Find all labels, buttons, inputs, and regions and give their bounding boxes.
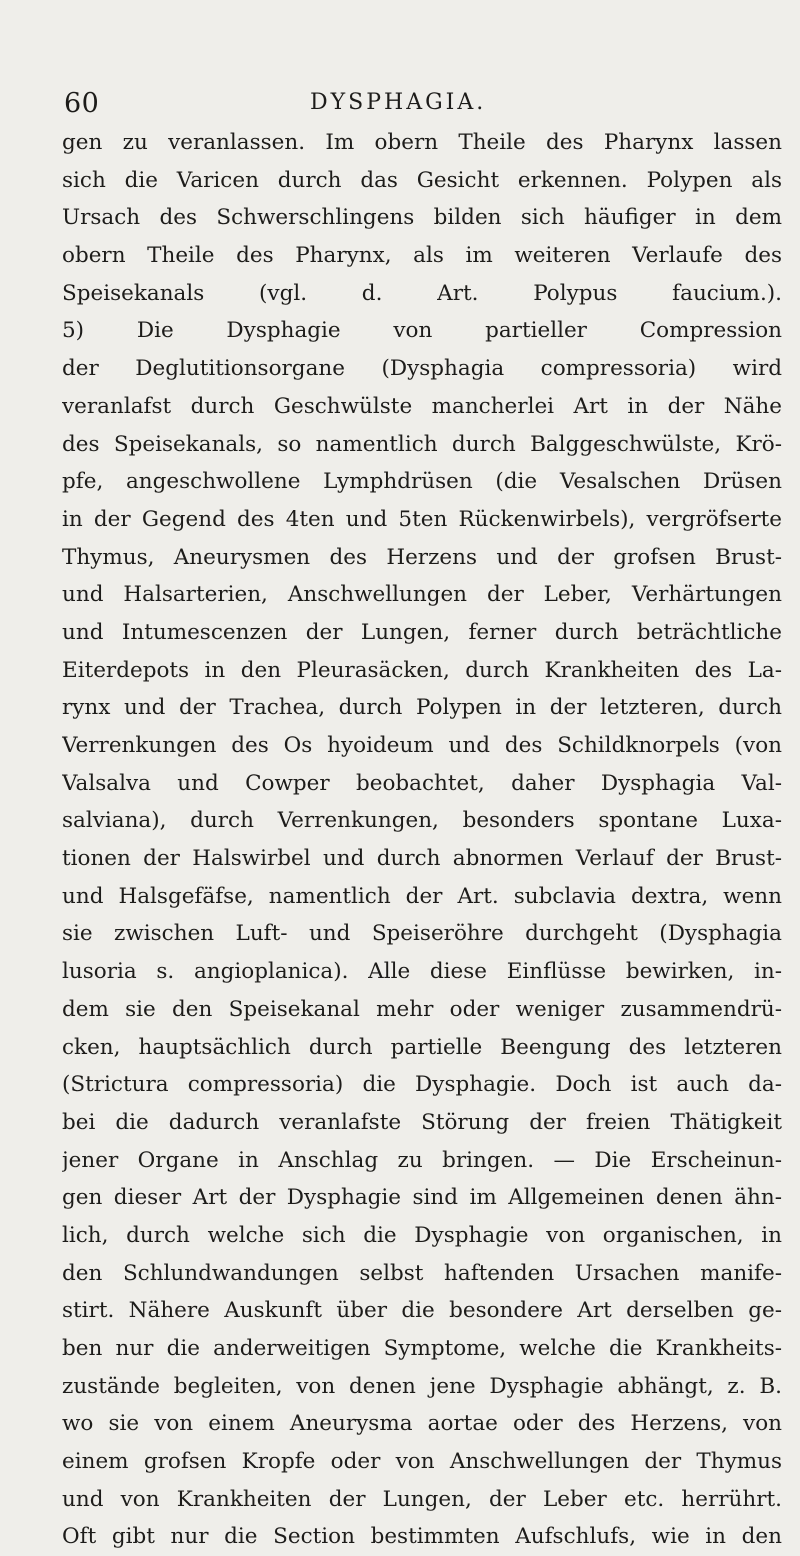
text-line: und Intumescenzen der Lungen, ferner durch beträchtliche [62, 619, 782, 645]
page-number: 60 [64, 88, 100, 119]
text-line: sie zwischen Luft- und Speiseröhre durchgeht (Dysphagia [62, 921, 782, 947]
text-line: gen dieser Art der Dysphagie sind im Allgemeinen denen ähn- [62, 1185, 782, 1211]
body-text [62, 124, 782, 1556]
text-line: des Speisekanals, so namentlich durch Balggeschwülste, Krö- [62, 431, 782, 457]
text-line: und von Krankheiten der Lungen, der Leber etc. herrührt. [62, 1486, 782, 1512]
text-line: bei die dadurch veranlafste Störung der freien Thätigkeit [62, 1109, 782, 1135]
text-line: veranlafst durch Geschwülste mancherlei Art in der Nähe [62, 393, 782, 419]
text-line: (Strictura compressoria) die Dysphagie. Doch ist auch da- [62, 1072, 782, 1098]
text-line: Ursach des Schwerschlingens bilden sich häufiger in dem [62, 205, 782, 231]
text-line: Speisekanals (vgl. d. Art. Polypus faucium.). [62, 280, 782, 306]
text-line: rynx und der Trachea, durch Polypen in der letzteren, durch [62, 695, 782, 721]
page-header [0, 88, 800, 118]
text-line: stirt. Nähere Auskunft über die besondere Art derselben ge- [62, 1298, 782, 1324]
text-line: lusoria s. angioplanica). Alle diese Einflüsse bewirken, in- [62, 959, 782, 985]
text-line: pfe, angeschwollene Lymphdrüsen (die Vesalschen Drüsen [62, 469, 782, 495]
text-line: in der Gegend des 4ten und 5ten Rückenwirbels), vergröfserte [62, 506, 782, 532]
text-line: obern Theile des Pharynx, als im weiteren Verlaufe des [62, 243, 782, 269]
text-line: Eiterdepots in den Pleurasäcken, durch Krankheiten des La- [62, 657, 782, 683]
text-line: zustände begleiten, von denen jene Dysphagie abhängt, z. B. [62, 1373, 782, 1399]
text-line: tionen der Halswirbel und durch abnormen Verlauf der Brust- [62, 846, 782, 872]
text-line: lich, durch welche sich die Dysphagie von organischen, in [62, 1222, 782, 1248]
text-line: cken, hauptsächlich durch partielle Beengung des letzteren [62, 1034, 782, 1060]
text-line: jener Organe in Anschlag zu bringen. — Die Erscheinun- [62, 1147, 782, 1173]
text-line: ben nur die anderweitigen Symptome, welche die Krankheits- [62, 1336, 782, 1361]
text-line: wo sie von einem Aneurysma aortae oder des Herzens, von [62, 1411, 782, 1437]
text-line: und Halsarterien, Anschwellungen der Leber, Verhärtungen [62, 582, 782, 608]
text-line: Valsalva und Cowper beobachtet, daher Dysphagia Val- [62, 770, 782, 796]
text-line: der Deglutitionsorgane (Dysphagia compressoria) wird [62, 356, 782, 382]
text-line: salviana), durch Verrenkungen, besonders spontane Luxa- [62, 808, 782, 834]
text-line: Thymus, Aneurysmen des Herzens und der grofsen Brust- [62, 544, 782, 570]
text-line: Verrenkungen des Os hyoideum und des Schildknorpels (von [62, 733, 782, 758]
text-line: Oft gibt nur die Section bestimmten Aufschlufs, wie in den [62, 1524, 782, 1550]
text-line: dem sie den Speisekanal mehr oder weniger zusammendrü- [62, 996, 782, 1022]
text-line: gen zu veranlassen. Im obern Theile des Pharynx lassen [62, 130, 782, 155]
text-line: einem grofsen Kropfe oder von Anschwellungen der Thymus [62, 1449, 782, 1475]
text-line: sich die Varicen durch das Gesicht erkennen. Polypen als [62, 167, 782, 193]
text-line: den Schlundwandungen selbst haftenden Ursachen manife- [62, 1260, 782, 1286]
text-line: und Halsgefäfse, namentlich der Art. subclavia dextra, wenn [62, 883, 782, 909]
running-head: DYSPHAGIA. [310, 90, 487, 115]
text-line: 5) Die Dysphagie von partieller Compression [62, 318, 782, 344]
